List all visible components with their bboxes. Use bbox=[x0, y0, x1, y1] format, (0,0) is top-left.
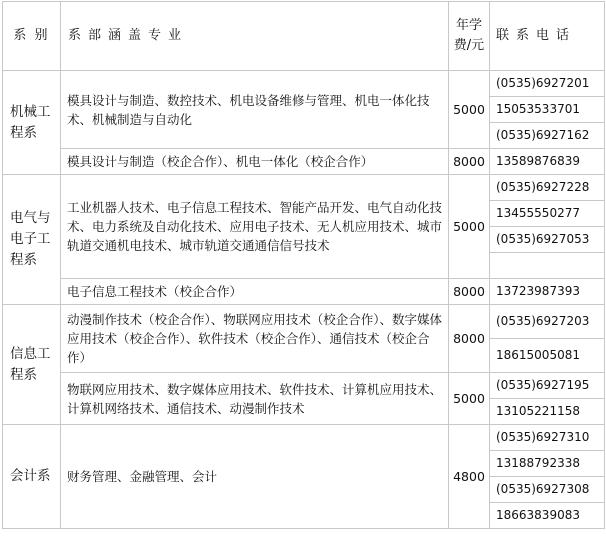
phone-cell: (0535)6927195 bbox=[490, 373, 605, 399]
department-cell: 机械工程系 bbox=[3, 71, 61, 175]
majors-cell: 模具设计与制造（校企合作）、机电一体化（校企合作） bbox=[61, 149, 449, 175]
empty-phone-cell bbox=[490, 253, 605, 279]
phone-cell: 13188792338 bbox=[490, 451, 605, 477]
majors-cell: 电子信息工程技术（校企合作） bbox=[61, 279, 449, 305]
fee-cell: 5000 bbox=[449, 373, 490, 425]
header-majors: 系部涵盖专业 bbox=[61, 2, 449, 71]
phone-cell: (0535)6927203 bbox=[490, 305, 605, 339]
table-row bbox=[3, 425, 605, 451]
majors-cell: 工业机器人技术、电子信息工程技术、智能产品开发、电气自动化技术、电力系统及自动化技术、应用电子技术、无人机应用技术、城市轨道交通机电技术、城市轨道交通通信信号技术 bbox=[61, 175, 449, 279]
majors-cell: 动漫制作技术（校企合作）、物联网应用技术（校企合作）、数字媒体应用技术（校企合作）、软件技术（校企合作）、通信技术（校企合作） bbox=[61, 305, 449, 373]
header-department: 系 别 bbox=[3, 2, 61, 71]
majors-cell: 财务管理、金融管理、会计 bbox=[61, 425, 449, 529]
fee-cell: 5000 bbox=[449, 71, 490, 149]
fee-cell: 8000 bbox=[449, 149, 490, 175]
table-row bbox=[3, 373, 605, 399]
table-row bbox=[3, 149, 605, 175]
phone-cell: (0535)6927228 bbox=[490, 175, 605, 201]
phone-cell: (0535)6927053 bbox=[490, 227, 605, 253]
header-fee: 年学费/元 bbox=[449, 2, 490, 71]
phone-cell: 13723987393 bbox=[490, 279, 605, 305]
majors-cell: 模具设计与制造、数控技术、机电设备维修与管理、机电一体化技术、机械制造与自动化 bbox=[61, 71, 449, 149]
table-row bbox=[3, 175, 605, 201]
table-row bbox=[3, 279, 605, 305]
table-row bbox=[3, 305, 605, 339]
phone-cell: (0535)6927310 bbox=[490, 425, 605, 451]
phone-cell: 13105221158 bbox=[490, 399, 605, 425]
phone-cell: 18615005081 bbox=[490, 339, 605, 373]
majors-cell: 物联网应用技术、数字媒体应用技术、软件技术、计算机应用技术、计算机网络技术、通信技术、动漫制作技术 bbox=[61, 373, 449, 425]
fee-cell: 5000 bbox=[449, 175, 490, 279]
fee-cell: 8000 bbox=[449, 279, 490, 305]
fee-cell: 4800 bbox=[449, 425, 490, 529]
fee-cell: 8000 bbox=[449, 305, 490, 373]
phone-cell: 15053533701 bbox=[490, 97, 605, 123]
header-row bbox=[3, 2, 605, 71]
department-cell: 信息工程系 bbox=[3, 305, 61, 425]
header-phone: 联系电话 bbox=[490, 2, 605, 71]
majors-table bbox=[2, 1, 605, 529]
phone-cell: (0535)6927201 bbox=[490, 71, 605, 97]
phone-cell: (0535)6927162 bbox=[490, 123, 605, 149]
phone-cell: (0535)6927308 bbox=[490, 477, 605, 503]
phone-cell: 13589876839 bbox=[490, 149, 605, 175]
phone-cell: 18663839083 bbox=[490, 503, 605, 529]
department-cell: 会计系 bbox=[3, 425, 61, 529]
department-cell: 电气与电子工程系 bbox=[3, 175, 61, 305]
phone-cell: 13455550277 bbox=[490, 201, 605, 227]
table-row bbox=[3, 71, 605, 97]
